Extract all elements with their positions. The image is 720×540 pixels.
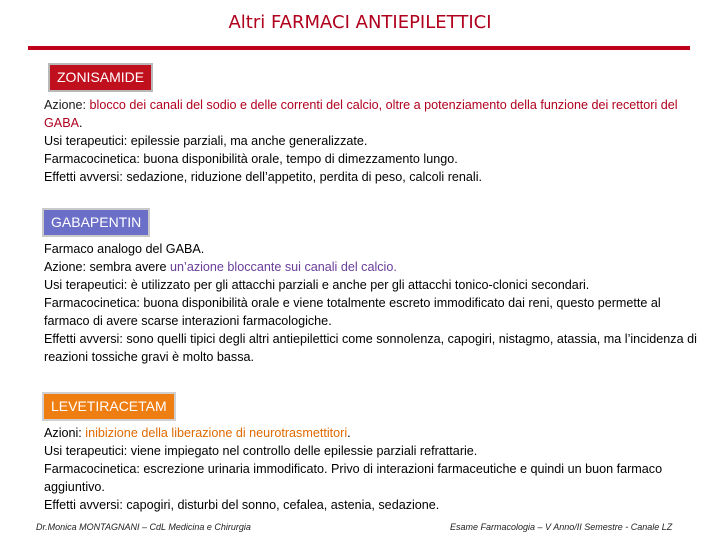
line-usi — [44, 442, 704, 460]
section-body-levetiracetam — [44, 424, 704, 514]
line-farmacocinetica — [44, 460, 704, 496]
line-usi — [44, 132, 704, 150]
text-effetti: sedazione, riduzione dell’appetito, perdita di peso, calcoli renali. — [122, 170, 483, 184]
label-azione: Azioni: — [44, 426, 82, 440]
label-effetti: Effetti avversi: — [44, 498, 123, 512]
label-effetti: Effetti avversi: — [44, 332, 123, 346]
label-farmacocinetica: Farmacocinetica: — [44, 296, 140, 310]
text-azione-pre: sembra avere — [86, 260, 171, 274]
section-tag-gabapentin: GABAPENTIN — [42, 208, 150, 237]
text-usi: è utilizzato per gli attacchi parziali e anche per gli attacchi tonico-clonici secondari. — [127, 278, 590, 292]
label-azione: Azione: — [44, 260, 87, 274]
label-farmacocinetica: Farmacocinetica: — [44, 152, 140, 166]
footer-course: Esame Farmacologia – V Anno/II Semestre - Canale LZ — [450, 522, 673, 532]
text-azione-end: . — [79, 116, 83, 130]
label-azione: Azione: — [44, 98, 87, 112]
title-underline — [28, 46, 690, 50]
text-farmacocinetica: buona disponibilità orale, tempo di dimezzamento lungo. — [139, 152, 458, 166]
label-usi: Usi terapeutici: — [44, 444, 128, 458]
line-effetti — [44, 330, 704, 366]
label-usi: Usi terapeutici: — [44, 134, 128, 148]
line-intro — [44, 240, 704, 258]
label-effetti: Effetti avversi: — [44, 170, 123, 184]
label-usi: Usi terapeutici: — [44, 278, 128, 292]
text-azione: blocco dei canali del sodio e delle correnti del calcio, oltre a potenziamento della funzione dei recettori del GABA — [44, 98, 678, 130]
line-azione — [44, 258, 704, 276]
line-usi — [44, 276, 704, 294]
text-azione-end: . — [347, 426, 351, 440]
label-farmacocinetica: Farmacocinetica: — [44, 462, 140, 476]
text-usi: epilessie parziali, ma anche generalizzate. — [127, 134, 368, 148]
line-azione — [44, 96, 704, 132]
line-effetti — [44, 168, 704, 186]
text-azione: un’azione bloccante sui canali del calcio. — [170, 260, 397, 274]
line-effetti — [44, 496, 704, 514]
line-azione — [44, 424, 704, 442]
text-farmacocinetica: buona disponibilità orale e viene totalmente escreto immodificato dai reni, questo permette al farmaco di avere scarse interazioni farmacologiche. — [44, 296, 661, 328]
text-intro: Farmaco analogo del GABA. — [44, 242, 205, 256]
text-farmacocinetica: escrezione urinaria immodificato. Privo di interazioni farmaceutiche e quindi un buon farmaco aggiuntivo. — [44, 462, 663, 494]
text-effetti: sono quelli tipici degli altri antiepilettici come sonnolenza, capogiri, nistagmo, atassia, ma l’incidenza di reazioni tossiche gravi è molto bassa. — [44, 332, 697, 364]
footer-author: Dr.Monica MONTAGNANI – CdL Medicina e Chirurgia — [36, 522, 251, 532]
text-effetti: capogiri, disturbi del sonno, cefalea, astenia, sedazione. — [122, 498, 440, 512]
section-body-zonisamide — [44, 96, 704, 186]
page-title: Altri FARMACI ANTIEPILETTICI — [228, 12, 492, 33]
section-body-gabapentin — [44, 240, 704, 366]
text-azione: inibizione della liberazione di neurotrasmettitori — [81, 426, 348, 440]
text-usi: viene impiegato nel controllo delle epilessie parziali refrattarie. — [127, 444, 478, 458]
section-tag-levetiracetam: LEVETIRACETAM — [42, 392, 176, 421]
line-farmacocinetica — [44, 150, 704, 168]
section-tag-zonisamide: ZONISAMIDE — [48, 63, 153, 92]
line-farmacocinetica — [44, 294, 704, 330]
